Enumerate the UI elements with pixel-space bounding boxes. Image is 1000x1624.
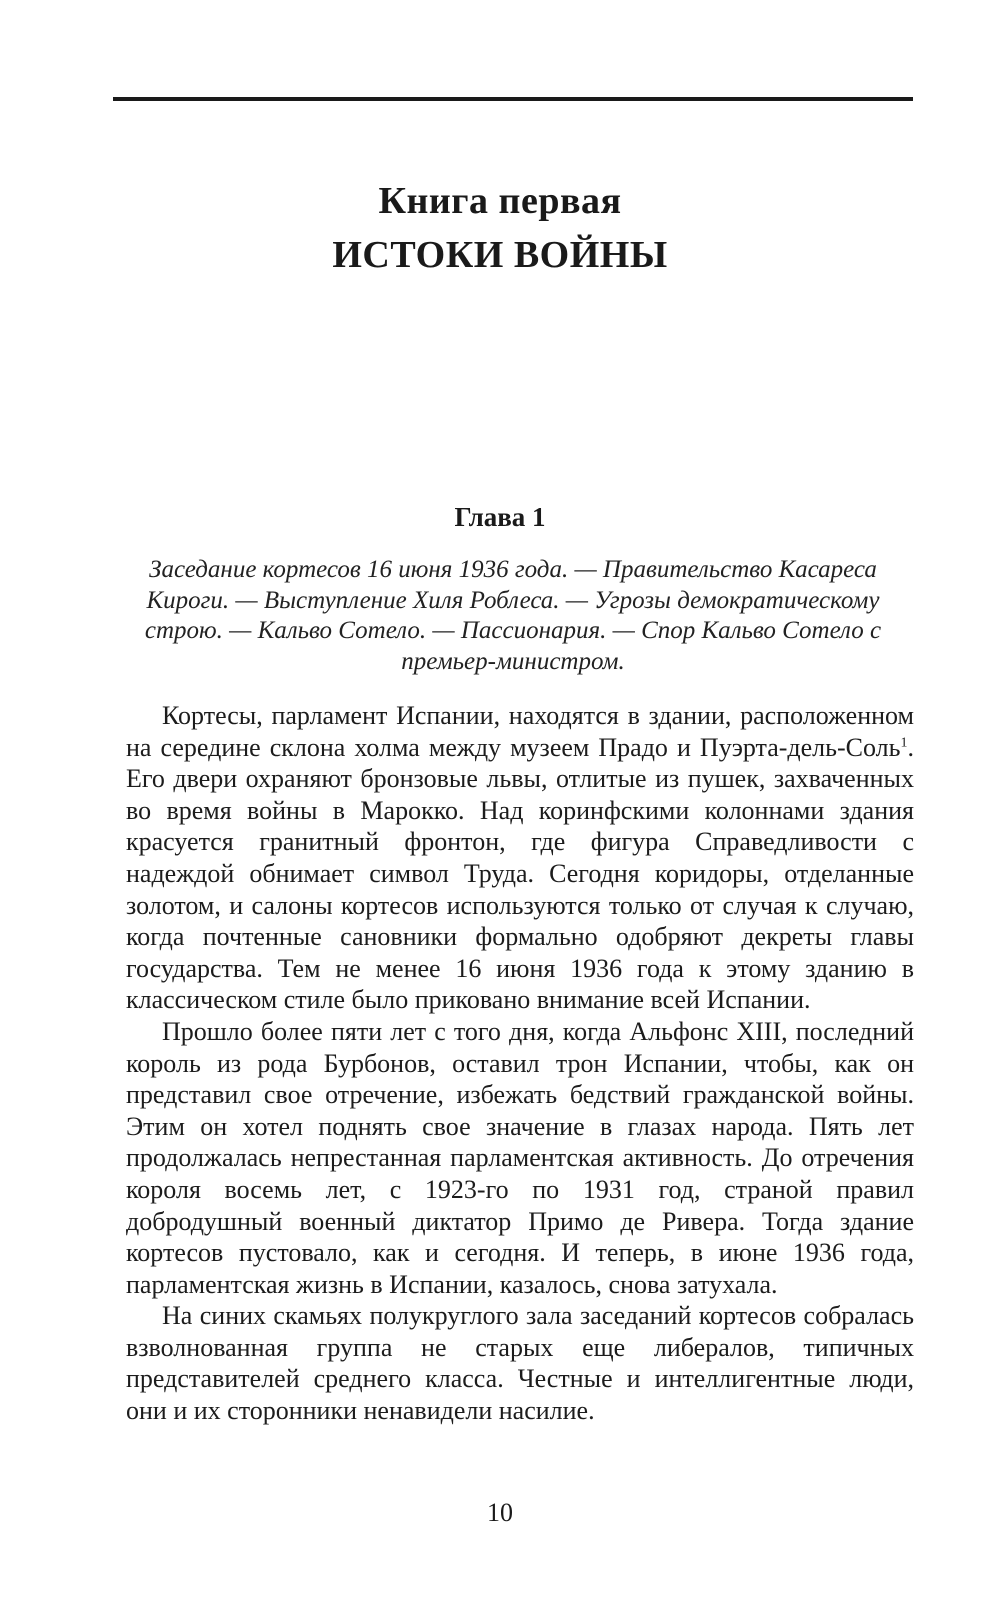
paragraph (126, 700, 914, 1016)
body-text (126, 700, 914, 1427)
paragraph-text: Кортесы, парламент Испании, находятся в здании, расположенном на середине склона холма между музеем Прадо и Пуэрта-дель-Соль (126, 701, 914, 762)
book-title: ИСТОКИ ВОЙНЫ (332, 234, 668, 276)
paragraph: На синих скамьях полукруглого зала заседаний кортесов собралась взволнованная группа не старых еще либералов, типичных представителей среднего класса. Честные и интеллигентные люди, они и их сторонники ненавидели насилие. (126, 1301, 914, 1426)
paragraph-text: . Его двери охраняют бронзовые львы, отлитые из пушек, захваченных во время войны в Марокко. Над коринфскими колоннами здания красуется гранитный фронтон, где фигура Справедливости с надеждой обнимает символ Труда. Сегодня коридоры, отделанные золотом, и салоны кортесов используются только от случая к случаю, когда почтенные сановники формально одобряют декреты главы государства. Тем не менее 16 июня 1936 года к этому зданию в классическом стиле было приковано внимание всей Испании. (126, 732, 914, 1015)
paragraph: Прошло более пяти лет с того дня, когда Альфонс XIII, последний король из рода Бурбонов, оставил трон Испании, чтобы, как он представил свое отречение, избежать бедствий гражданской войны. Этим он хотел поднять свое значение в глазах народа. Пять лет продолжалась непрестанная парламентская активность. До отречения короля восемь лет, с 1923-го по 1931 год, страной правил добродушный военный диктатор Примо де Ривера. Тогда здание кортесов пустовало, как и сегодня. И теперь, в июне 1936 года, парламентская жизнь в Испании, казалось, снова затухала. (126, 1016, 914, 1299)
top-rule (113, 97, 913, 101)
chapter-synopsis: Заседание кортесов 16 июня 1936 года. — Правительство Касареса Кироги. — Выступление Хиля Роблеса. — Угрозы демократическому строю. — Кальво Сотело. — Пассионария. — Спор Кальво Сотело с премьер-министром. (144, 556, 882, 675)
footnote-marker[interactable]: 1 (900, 734, 908, 750)
book-label: Книга первая (378, 180, 622, 222)
page-number: 10 (487, 1498, 513, 1527)
chapter-heading: Глава 1 (454, 502, 546, 532)
